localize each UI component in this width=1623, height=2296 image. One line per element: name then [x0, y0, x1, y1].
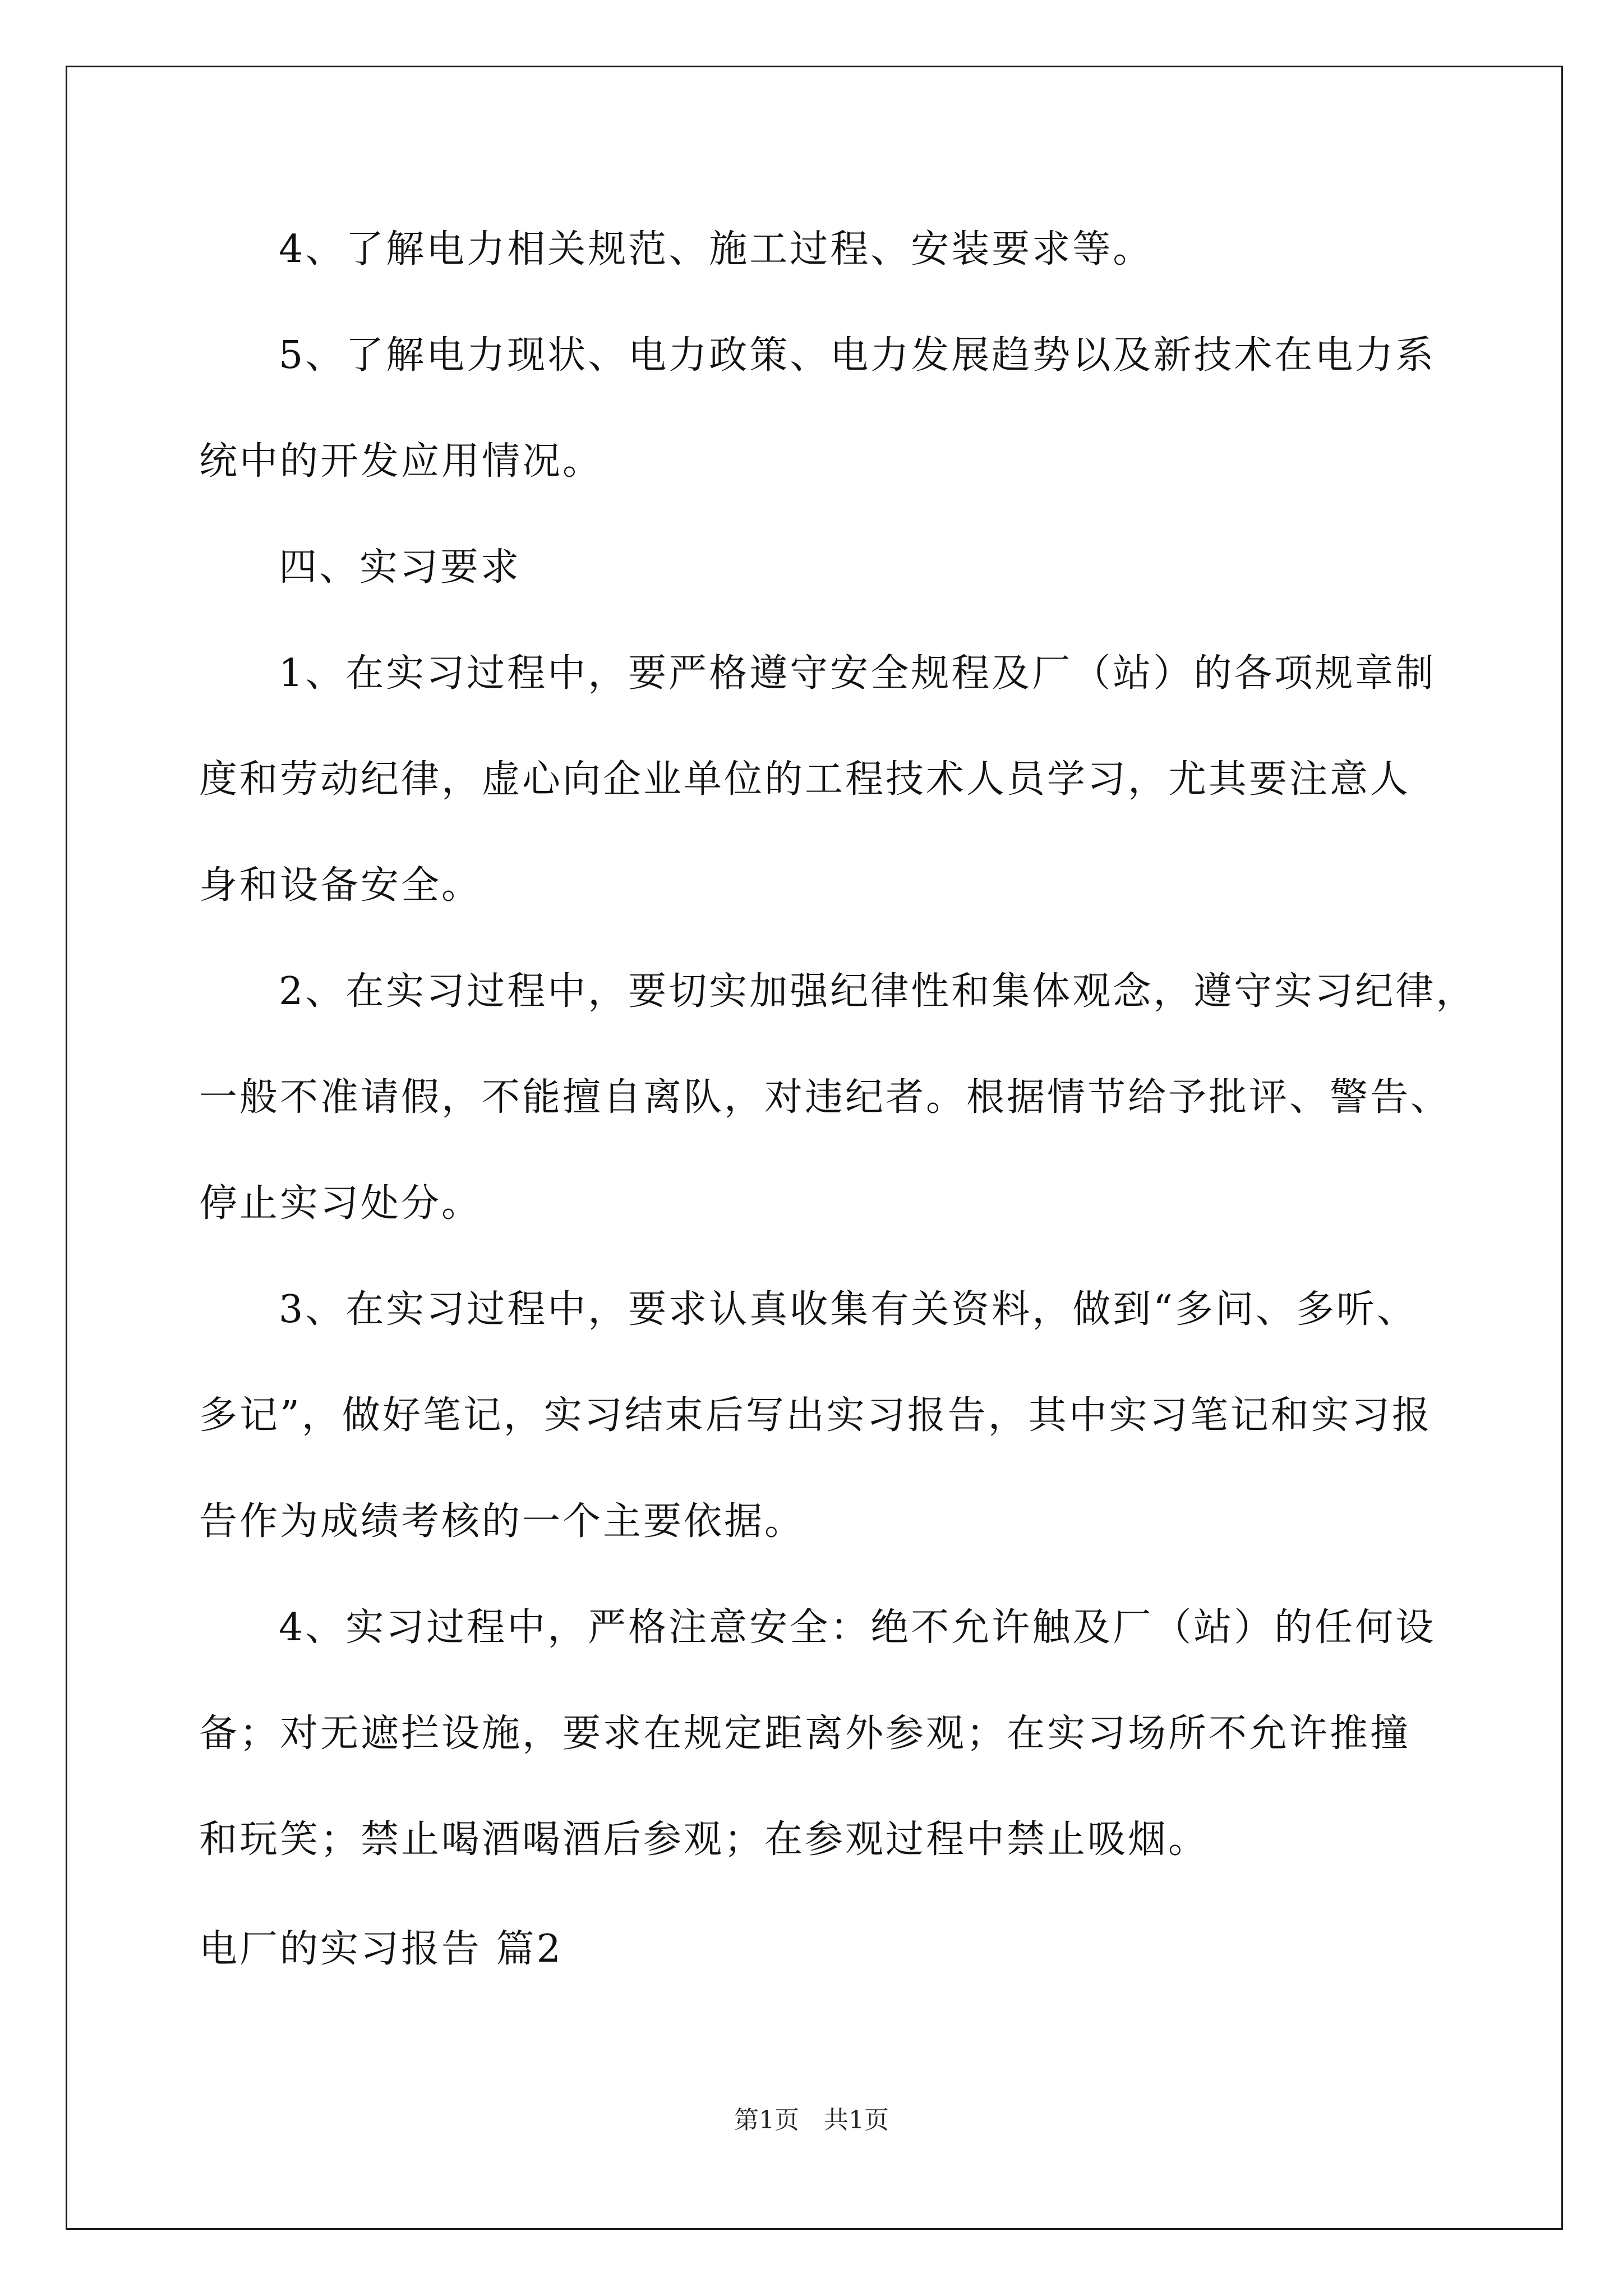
paragraph-line: 4、实习过程中，严格注意安全：绝不允许触及厂（站）的任何设 — [279, 1605, 1436, 1650]
paragraph-line: 1、在实习过程中，要严格遵守安全规程及厂（站）的各项规章制 — [279, 651, 1436, 696]
section-subheading: 四、实习要求 — [279, 545, 522, 590]
paragraph-line: 和玩笑；禁止喝酒喝酒后参观；在参观过程中禁止吸烟。 — [199, 1818, 1209, 1862]
paragraph-line: 4、了解电力相关规范、施工过程、安装要求等。 — [279, 227, 1154, 272]
paragraph-line: 多记”，做好笔记，实习结束后写出实习报告，其中实习笔记和实习报 — [199, 1393, 1432, 1438]
paragraph-line: 备；对无遮拦设施，要求在规定距离外参观；在实习场所不允许推撞 — [199, 1711, 1411, 1756]
paragraph-line: 5、了解电力现状、电力政策、电力发展趋势以及新技术在电力系 — [279, 333, 1436, 378]
paragraph-line: 2、在实习过程中，要切实加强纪律性和集体观念，遵守实习纪律， — [279, 969, 1477, 1014]
paragraph-line: 停止实习处分。 — [199, 1181, 482, 1226]
page-frame — [66, 66, 1563, 2230]
paragraph-line: 3、在实习过程中，要求认真收集有关资料，做到“多问、多听、 — [279, 1287, 1418, 1332]
paragraph-line: 告作为成绩考核的一个主要依据。 — [199, 1499, 805, 1544]
paragraph-line: 统中的开发应用情况。 — [199, 439, 603, 484]
paragraph-line: 一般不准请假，不能擅自离队，对违纪者。根据情节给予批评、警告、 — [199, 1075, 1451, 1120]
paragraph-line: 身和设备安全。 — [199, 863, 482, 908]
page-number-label: 第1页 共1页 — [734, 2106, 889, 2134]
section-title: 电厂的实习报告 篇2 — [199, 1927, 563, 1971]
page-footer — [0, 2105, 1623, 2136]
paragraph-line: 度和劳动纪律，虚心向企业单位的工程技术人员学习，尤其要注意人 — [199, 757, 1411, 802]
